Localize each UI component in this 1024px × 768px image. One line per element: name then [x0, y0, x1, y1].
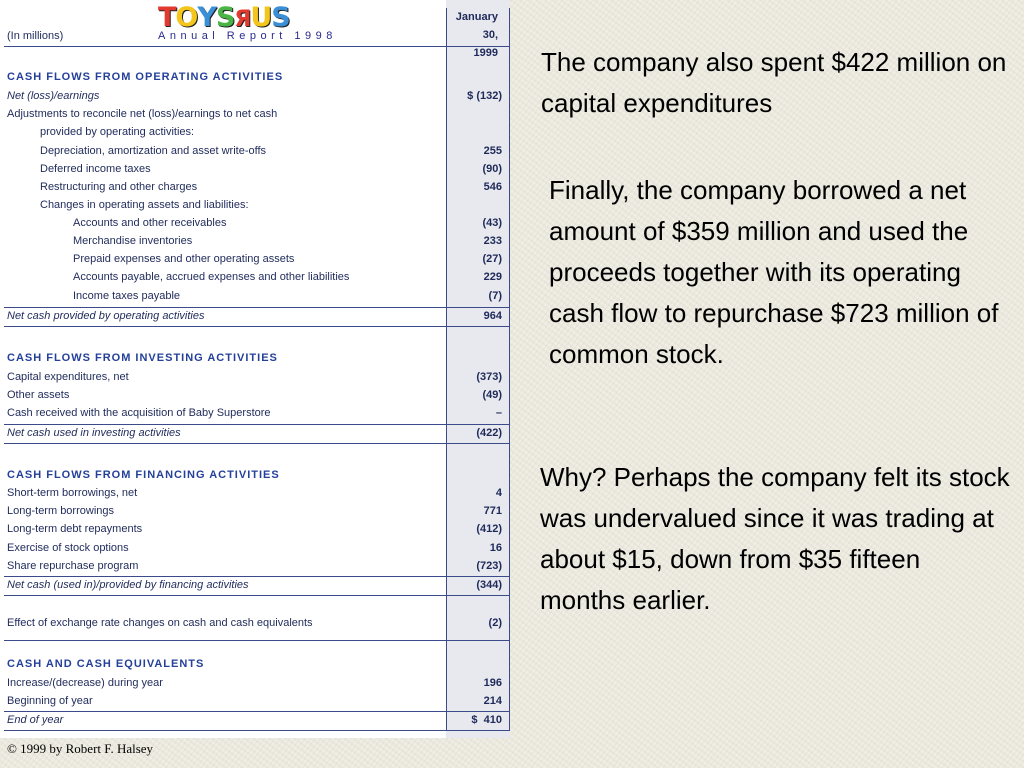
row-value: (373) — [476, 371, 502, 383]
row-value: – — [495, 407, 502, 419]
row-label: provided by operating activities: — [40, 126, 195, 138]
total-label: Net cash used in investing activities — [7, 427, 181, 439]
column-header-date: January 30, — [455, 11, 498, 41]
logo-letter: T — [158, 2, 176, 33]
row-value: 4 — [495, 487, 502, 499]
logo-letter: Я — [234, 7, 251, 32]
total-label: End of year — [7, 714, 64, 726]
total-value: (344) — [476, 579, 502, 591]
row-value: (90) — [482, 163, 502, 175]
logo-letter: S — [215, 2, 235, 33]
row-value: 16 — [489, 542, 502, 554]
financing-section-header: CASH FLOWS FROM FINANCING ACTIVITIES — [7, 469, 280, 481]
logo-letter: O — [175, 2, 198, 33]
total-label: Net cash (used in)/provided by financing activities — [7, 579, 249, 591]
column-divider-right — [509, 8, 510, 730]
toys-r-us-logo — [158, 3, 328, 33]
row-value: $ (132) — [467, 90, 502, 102]
total-divider-bottom — [4, 730, 510, 731]
row-label: Other assets — [7, 389, 70, 401]
row-value: (723) — [476, 560, 502, 572]
row-value: 229 — [483, 271, 502, 283]
investing-section-header: CASH FLOWS FROM INVESTING ACTIVITIES — [7, 352, 278, 364]
row-label: Accounts and other receivables — [73, 217, 227, 229]
row-label: Share repurchase program — [7, 560, 139, 572]
row-value: (2) — [488, 617, 502, 629]
logo-letter: S — [271, 2, 290, 33]
units-label: (In millions) — [7, 30, 64, 42]
row-label: Cash received with the acquisition of Baby Superstore — [7, 407, 271, 419]
row-value: (7) — [488, 290, 502, 302]
row-label: Adjustments to reconcile net (loss)/earnings to net cash — [7, 108, 278, 120]
row-label: Long-term debt repayments — [7, 523, 143, 535]
row-label: Depreciation, amortization and asset write-offs — [40, 145, 267, 157]
row-label: Accounts payable, accrued expenses and other liabilities — [73, 271, 350, 283]
row-value: (412) — [476, 523, 502, 535]
row-value: 546 — [483, 181, 502, 193]
logo-letter: Y — [197, 2, 216, 33]
copyright-footer: © 1999 by Robert F. Halsey — [7, 741, 154, 756]
operating-section-header: CASH FLOWS FROM OPERATING ACTIVITIES — [7, 71, 284, 83]
cash-flow-statement — [0, 0, 510, 738]
row-label: Increase/(decrease) during year — [7, 677, 163, 689]
commentary-capex: The company also spent $422 million on capital expenditures — [541, 47, 1007, 118]
row-label: Restructuring and other charges — [40, 181, 198, 193]
row-value: 255 — [483, 145, 502, 157]
row-value: (27) — [482, 253, 502, 265]
row-value: 771 — [483, 505, 502, 517]
total-value: 964 — [483, 310, 502, 322]
header-divider — [4, 46, 510, 47]
section-divider — [4, 640, 510, 641]
cash-section-header: CASH AND CASH EQUIVALENTS — [7, 658, 205, 670]
row-label: Merchandise inventories — [73, 235, 193, 247]
total-value: $ 410 — [471, 714, 502, 726]
row-label: Short-term borrowings, net — [7, 487, 138, 499]
total-label: Net cash provided by operating activities — [7, 310, 205, 322]
row-value: (49) — [482, 389, 502, 401]
total-divider-top — [4, 424, 510, 425]
column-header-year: 1999 — [473, 47, 498, 59]
row-value: 214 — [483, 695, 502, 707]
row-value: 196 — [483, 677, 502, 689]
row-label: Long-term borrowings — [7, 505, 114, 517]
total-divider-bottom — [4, 443, 510, 444]
row-label: Deferred income taxes — [40, 163, 151, 175]
row-value: (43) — [482, 217, 502, 229]
total-divider-bottom — [4, 595, 510, 596]
row-label: Prepaid expenses and other operating assets — [73, 253, 295, 265]
row-label: Net (loss)/earnings — [7, 90, 100, 102]
commentary-why: Why? Perhaps the company felt its stock was undervalued since it was trading at about $15, down from $35 fifteen months earlier. — [540, 462, 1010, 615]
total-divider-top — [4, 307, 510, 308]
total-divider-top — [4, 576, 510, 577]
total-divider-bottom — [4, 326, 510, 327]
row-label: Changes in operating assets and liabilities: — [40, 199, 249, 211]
commentary-borrowing: Finally, the company borrowed a net amount of $359 million and used the proceeds together with its operating cash flow to repurchase $723 million of common stock. — [549, 175, 999, 369]
column-header — [446, 8, 498, 62]
row-label: Exercise of stock options — [7, 542, 129, 554]
row-label: Effect of exchange rate changes on cash and cash equivalents — [7, 617, 313, 629]
total-value: (422) — [476, 427, 502, 439]
row-label: Income taxes payable — [73, 290, 181, 302]
row-label: Capital expenditures, net — [7, 371, 129, 383]
row-label: Beginning of year — [7, 695, 93, 707]
annual-report-subtitle: Annual Report 1998 — [158, 30, 337, 42]
logo-letter: U — [250, 2, 272, 33]
row-value: 233 — [483, 235, 502, 247]
total-divider-top — [4, 711, 510, 712]
